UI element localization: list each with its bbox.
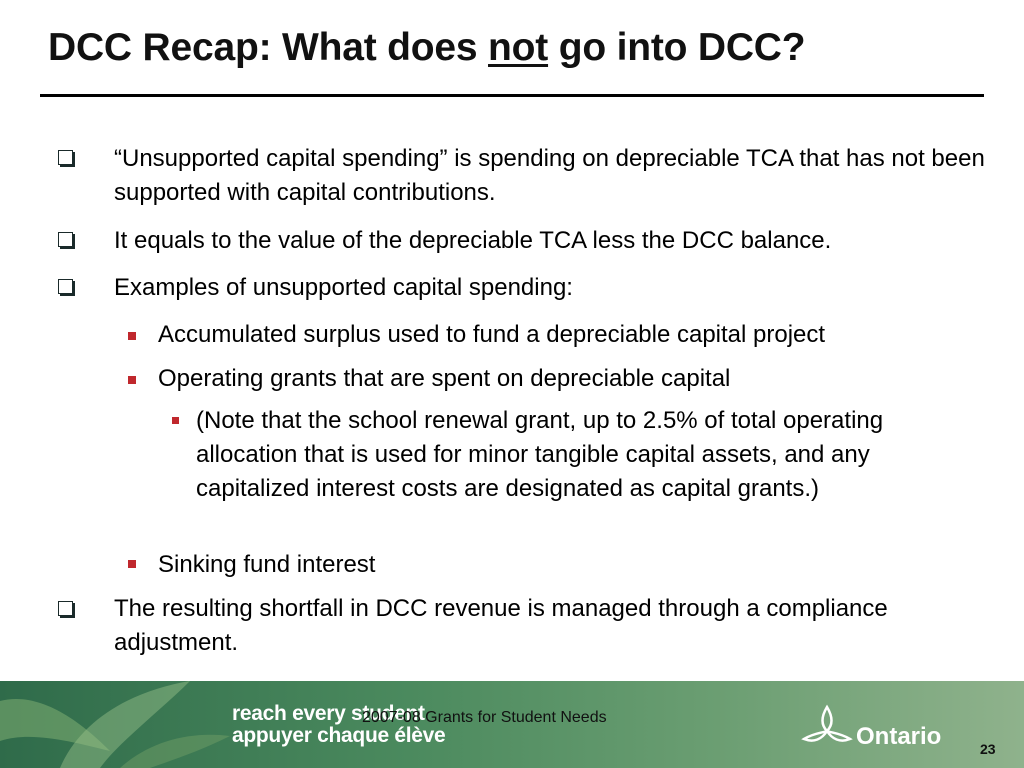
- page-number: 23: [980, 741, 996, 757]
- square-bullet-icon: [128, 332, 136, 340]
- bullet-item: The resulting shortfall in DCC revenue is managed through a compliance adjustment.: [114, 595, 888, 656]
- bullet-item: “Unsupported capital spending” is spending on depreciable TCA that has not been supported with capital contributions.: [114, 145, 985, 206]
- bullet-item: It equals to the value of the depreciable TCA less the DCC balance.: [114, 227, 832, 254]
- bullet-item: Examples of unsupported capital spending:: [114, 274, 573, 301]
- footer-label: 2007-08 Grants for Student Needs: [362, 709, 607, 726]
- checkbox-bullet-icon: [58, 232, 73, 247]
- tagline-french: appuyer chaque élève: [232, 724, 446, 747]
- footer-banner: [0, 681, 1024, 768]
- title-text-end: go into DCC?: [548, 26, 806, 69]
- leaf-decoration: [0, 681, 240, 768]
- sub-bullet-item: Sinking fund interest: [158, 551, 376, 578]
- checkbox-bullet-icon: [58, 601, 73, 616]
- sub-bullet-item: Accumulated surplus used to fund a depreciable capital project: [158, 321, 826, 348]
- title-emphasis: not: [488, 26, 549, 69]
- sub-bullet-item: Operating grants that are spent on depreciable capital: [158, 365, 731, 392]
- checkbox-bullet-icon: [58, 150, 73, 165]
- sub-sub-bullet-item: (Note that the school renewal grant, up to 2.5% of total operating allocation that is used for minor tangible capital assets, and any capitalized interest costs are designated as capital grants.): [196, 407, 884, 502]
- ontario-wordmark: Ontario: [856, 723, 942, 750]
- checkbox-bullet-icon: [58, 279, 73, 294]
- square-bullet-icon: [172, 417, 179, 424]
- square-bullet-icon: [128, 376, 136, 384]
- tagline-english: reach every student: [232, 702, 425, 725]
- title-text-start: DCC Recap: What does: [48, 26, 489, 69]
- trillium-logo-icon: [800, 703, 854, 747]
- square-bullet-icon: [128, 560, 136, 568]
- title-divider: [40, 94, 984, 97]
- slide-title: [48, 26, 805, 70]
